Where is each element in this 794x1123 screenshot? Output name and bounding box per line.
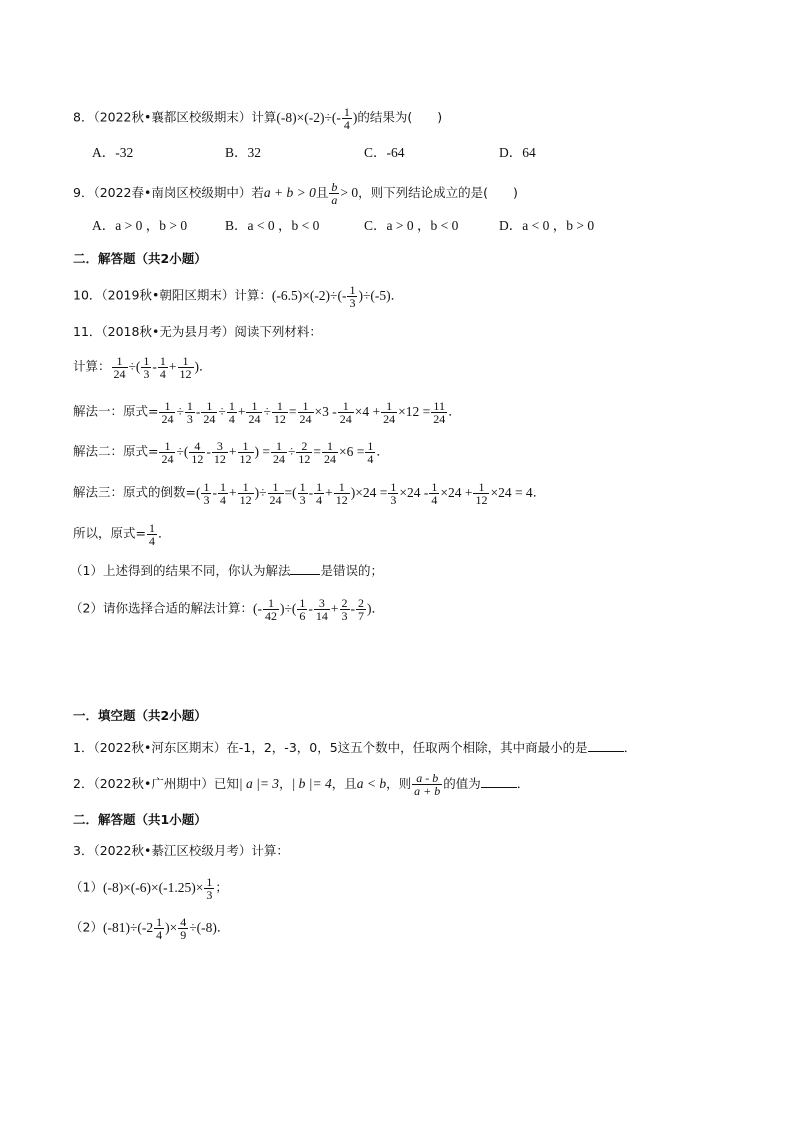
q11-method-1: 解法一：原式= $\frac{1}{24}$ ÷ $\frac{1}{3}$ - $\frac{1}{24}$ ÷ $\frac{1}{4}$ + $\frac{1}{24}$ ÷ $\frac{1}{12}$ = $\frac{1}{24}$ ×3 - $\frac{1}{24}$ ×4 + $\frac{1}{24}$ ×12 = $\frac{11}{24}$ ． xyxy=(73,399,461,426)
q11-part-1: （1）上述得到的结果不同，你认为解法 是错误的； xyxy=(70,563,383,578)
q9-option-a: A．a > 0 ，b > 0 xyxy=(92,218,188,233)
answer-blank[interactable] xyxy=(481,775,517,788)
q11-method-3: 解法三：原式的倒数=( $\frac{1}{3}$ - $\frac{1}{4}$ + $\frac{1}{12}$ )÷ $\frac{1}{24}$ =( $\frac{1}{3}$ - $\frac{1}{4}$ + $\frac{1}{12}$ )×24 = $\frac{1}{3}$ ×24 - $\frac{1}{4}$ ×24 + $\frac{1}{12}$ ×24 = 4． xyxy=(73,480,546,507)
question-9: 9．（2022春•南岗区校级期中）若a + b > 0且 $\frac{b}{a}$ > 0，则下列结论成立的是( ) xyxy=(73,180,518,207)
q8-option-c: C．-64 xyxy=(364,145,405,160)
section-heading-answers-2: 二．解答题（共1小题） xyxy=(73,812,207,827)
q8-option-b: B．32 xyxy=(225,145,262,160)
question-8: 8．（2022秋•襄都区校级期末）计算(-8)×(-2)÷(- $\frac{1}{4}$ )的结果为( ) xyxy=(73,105,443,132)
question-11: 11．（2018秋•无为县月考）阅读下列材料： xyxy=(73,324,322,339)
part2-question-1: 1．（2022秋•河东区期末）在-1，2，-3，0，5这五个数中，任取两个相除，其中商最小的是 ． xyxy=(73,740,637,755)
q9-option-c: C．a > 0 ，b < 0 xyxy=(364,218,459,233)
q11-calc-line: 计算： $\frac{1}{24}$ ÷( $\frac{1}{3}$ - $\frac{1}{4}$ + $\frac{1}{12}$ )． xyxy=(73,354,212,381)
q11-part-2: （2）请你选择合适的解法计算：(- $\frac{1}{42}$ )÷( $\frac{1}{6}$ - $\frac{3}{14}$ + $\frac{2}{3}$ - $\frac{2}{7}$ )． xyxy=(70,596,385,623)
part2-question-2: 2．（2022秋•广州期中）已知| a |= 3，| b |= 4，且a < b，则 $\frac{a - b}{a + b}$ 的值为 ． xyxy=(73,771,530,798)
answer-blank[interactable] xyxy=(588,739,624,752)
q3-part-2: （2）(-81)÷(-2 $\frac{1}{4}$ )× $\frac{4}{9}$ ÷(-8)． xyxy=(70,915,230,942)
q3-part-1: （1）(-8)×(-6)×(-1.25)× $\frac{1}{3}$ ； xyxy=(70,875,228,902)
q11-conclusion: 所以，原式= $\frac{1}{4}$ ． xyxy=(73,521,171,548)
q11-method-2: 解法二：原式= $\frac{1}{24}$ ÷( $\frac{4}{12}$ - $\frac{3}{12}$ + $\frac{1}{12}$ ) = $\frac{1}{24}$ ÷ $\frac{2}{12}$ = $\frac{1}{24}$ ×6 = $\frac{1}{4}$ ． xyxy=(73,439,389,466)
part2-question-3: 3．（2022秋•綦江区校级月考）计算： xyxy=(73,843,289,858)
q9-option-d: D．a < 0 ，b > 0 xyxy=(499,218,595,233)
section-heading-fill-blank: 一．填空题（共2小题） xyxy=(73,708,207,723)
q8-option-d: D．64 xyxy=(499,145,536,160)
q9-option-b: B．a < 0 ，b < 0 xyxy=(225,218,320,233)
question-10: 10．（2019秋•朝阳区期末）计算：(-6.5)×(-2)÷(- $\frac{1}{3}$ )÷(-5)． xyxy=(73,283,404,310)
answer-blank[interactable] xyxy=(290,562,320,575)
q8-option-a: A．-32 xyxy=(92,145,134,160)
section-heading-answers: 二．解答题（共2小题） xyxy=(73,251,207,266)
q8-expression: (-8)×(-2)÷(- $\frac{1}{4}$ ) xyxy=(276,105,358,132)
